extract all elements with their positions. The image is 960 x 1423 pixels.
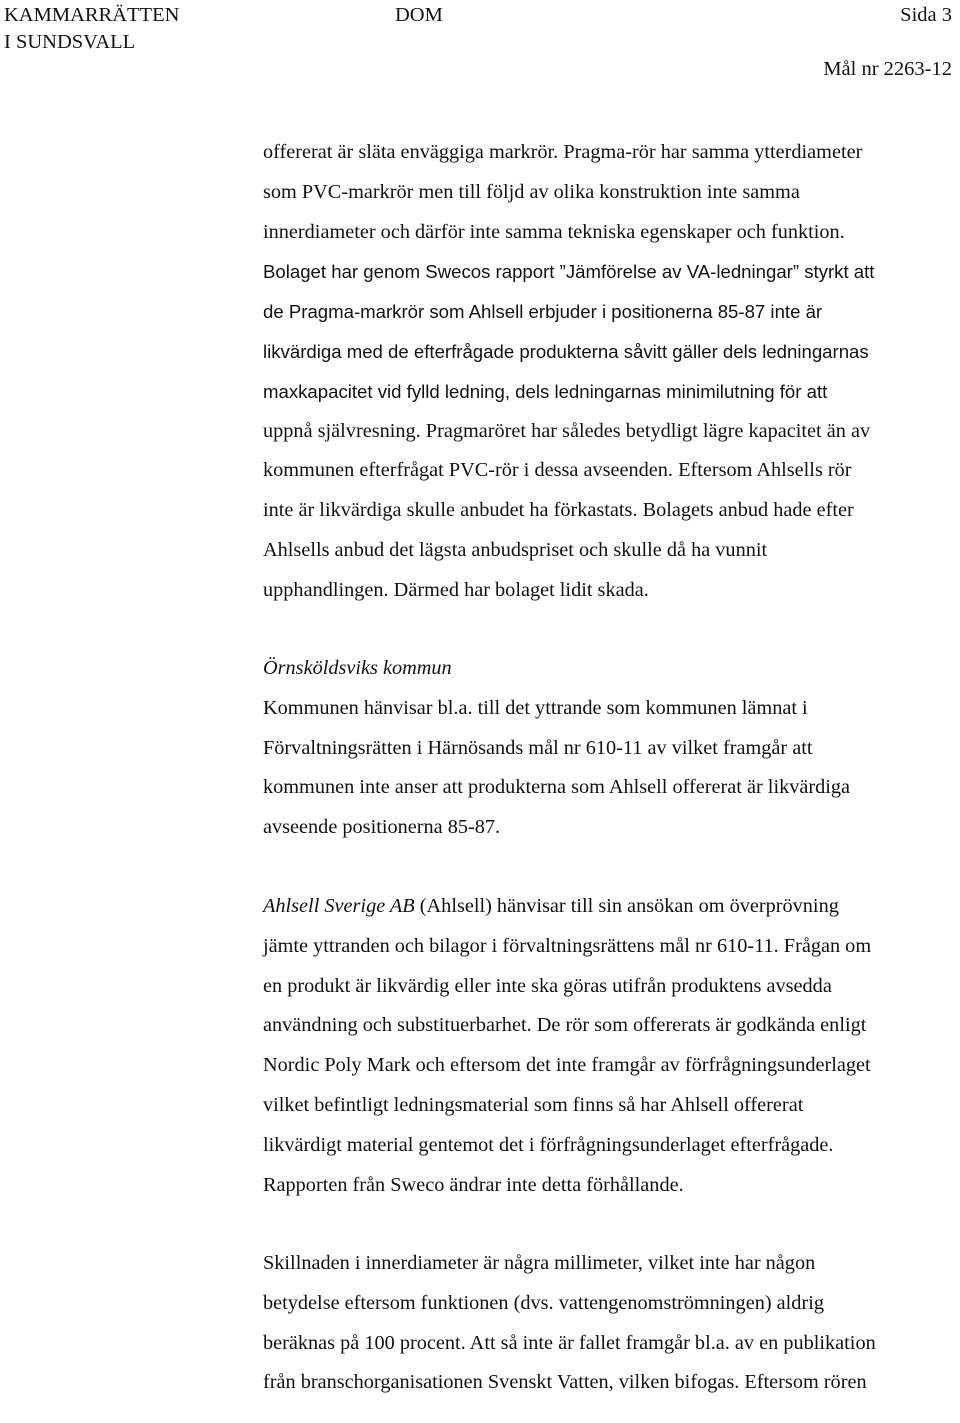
text-line: användning och substituerbarhet. De rör som offererats är godkända enligt bbox=[263, 1014, 867, 1037]
text-line: upphandlingen. Därmed har bolaget lidit skada. bbox=[263, 578, 649, 601]
case-number: Mål nr 2263-12 bbox=[823, 58, 952, 80]
court-name bbox=[4, 2, 179, 56]
text-line: Förvaltningsrätten i Härnösands mål nr 610-11 av vilket framgår att bbox=[263, 736, 813, 759]
page-number: Sida 3 bbox=[900, 4, 952, 26]
text-line: Skillnaden i innerdiameter är några millimeter, vilket inte har någon bbox=[263, 1252, 816, 1274]
text-fragment: (Ahlsell) hänvisar till sin ansökan om överprövning bbox=[414, 895, 839, 917]
text-line: betydelse eftersom funktionen (dvs. vattengenomströmningen) aldrig bbox=[263, 1291, 824, 1314]
section-heading: Örnsköldsviks kommun bbox=[263, 657, 452, 679]
text-line: Nordic Poly Mark och eftersom det inte framgår av förfrågningsunderlaget bbox=[263, 1054, 871, 1077]
text-line: offererat är släta enväggiga markrör. Pragma-rör har samma ytterdiameter bbox=[263, 141, 863, 163]
text-line bbox=[263, 887, 957, 927]
text-line: maxkapacitet vid fylld ledning, dels ledningarnas minimilutning för att bbox=[263, 380, 828, 402]
court-name-line1: KAMMARRÄTTEN bbox=[4, 4, 180, 26]
section-ahlsell bbox=[263, 887, 957, 1205]
text-line: en produkt är likvärdig eller inte ska göras utifrån produktens avsedda bbox=[263, 974, 832, 997]
document-type: DOM bbox=[395, 4, 443, 26]
text-line: innerdiameter och därför inte samma tekniska egenskaper och funktion. bbox=[263, 220, 845, 243]
text-line: kommunen efterfrågat PVC-rör i dessa avseenden. Eftersom Ahlsells rör bbox=[263, 459, 852, 482]
text-line: likvärdiga med de efterfrågade produkterna såvitt gäller dels ledningarnas bbox=[263, 340, 869, 362]
text-line: likvärdigt material gentemot det i förfrågningsunderlaget efterfrågade. bbox=[263, 1133, 834, 1156]
text-line: vilket befintligt ledningsmaterial som finns så har Ahlsell offererat bbox=[263, 1093, 804, 1116]
section-company-arguments bbox=[263, 133, 957, 611]
text-line: beräknas på 100 procent. Att så inte är fallet framgår bl.a. av en publikation bbox=[263, 1331, 876, 1354]
section-municipality bbox=[263, 649, 957, 848]
text-line: som PVC-markrör men till följd av olika konstruktion inte samma bbox=[263, 180, 800, 203]
text-line: från branschorganisationen Svenskt Vatten, vilken bifogas. Eftersom rören bbox=[263, 1371, 867, 1394]
text-line: kommunen inte anser att produkterna som Ahlsell offererat är likvärdiga bbox=[263, 776, 851, 799]
text-line: Bolaget har genom Swecos rapport ”Jämförelse av VA-ledningar” styrkt att bbox=[263, 261, 875, 283]
party-name: Ahlsell Sverige AB bbox=[263, 895, 415, 917]
text-line: Rapporten från Sweco ändrar inte detta förhållande. bbox=[263, 1173, 684, 1196]
court-name-line2: I SUNDSVALL bbox=[4, 31, 136, 53]
text-line: uppnå självresning. Pragmaröret har således betydligt lägre kapacitet än av bbox=[263, 419, 871, 442]
text-line: jämte yttranden och bilagor i förvaltningsrättens mål nr 610-11. Frågan om bbox=[263, 934, 872, 957]
text-line: Kommunen hänvisar bl.a. till det yttrande som kommunen lämnat i bbox=[263, 696, 808, 719]
text-line: inte är likvärdiga skulle anbudet ha förkastats. Bolagets anbud hade efter bbox=[263, 499, 854, 522]
text-line: Ahlsells anbud det lägsta anbudspriset och skulle då ha vunnit bbox=[263, 538, 768, 561]
text-line: avseende positionerna 85-87. bbox=[263, 816, 501, 839]
text-line: de Pragma-markrör som Ahlsell erbjuder i positionerna 85-87 inte är bbox=[263, 301, 823, 323]
section-diameter-difference bbox=[263, 1244, 957, 1403]
